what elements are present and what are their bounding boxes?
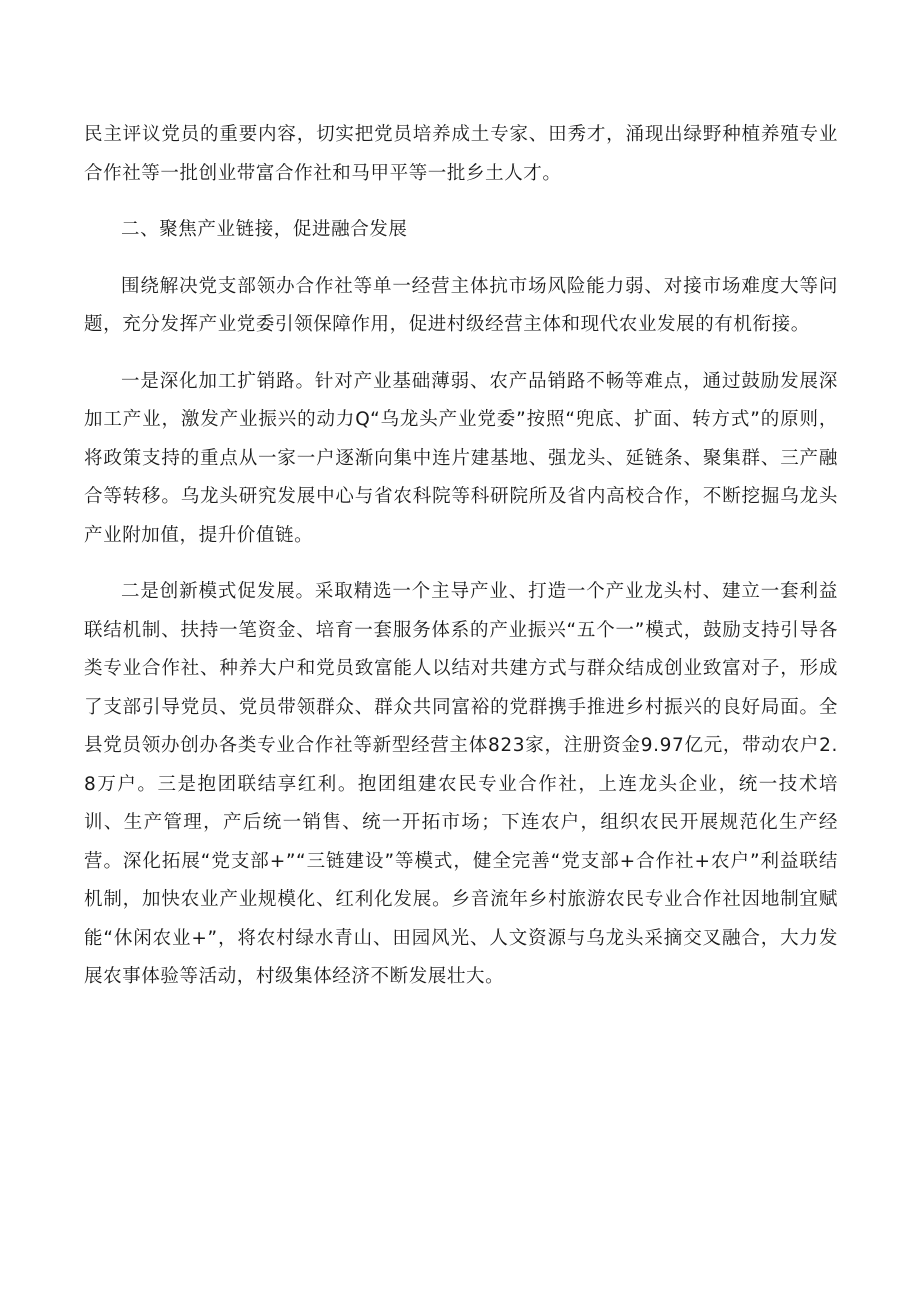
section-heading: 二、聚焦产业链接，促进融合发展 [121,219,408,240]
paragraph-intro: 围绕解决党支部领办合作社等单一经营主体抗市场风险能力弱、对接市场难度大等问题，充分发挥产业党委引领保障作用，促进村级经营主体和现代农业发展的有机衔接。 [84,275,838,335]
document-body [84,116,838,997]
paragraph-continuation: 民主评议党员的重要内容，切实把党员培养成土专家、田秀才，涌现出绿野种植养殖专业合作社等一批创业带富合作社和马甲平等一批乡土人才。 [84,124,838,184]
paragraph-model-innovation: 二是创新模式促发展。采取精选一个主导产业、打造一个产业龙头村、建立一套利益联结机制、扶持一笔资金、培育一套服务体系的产业振兴“五个一”模式，鼓励支持引导各类专业合作社、种养大户和党员致富能人以结对共建方式与群众结成创业致富对子，形成了支部引导党员、党员带领群众、群众共同富裕的党群携手推进乡村振兴的良好局面。全县党员领办创办各类专业合作社等新型经营主体823家，注册资金9.97亿元，带动农户2.8万户。三是抱团联结享红利。抱团组建农民专业合作社，上连龙头企业，统一技术培训、生产管理，产后统一销售、统一开拓市场；下连农户，组织农民开展规范化生产经营。深化拓展“党支部+”“三链建设”等模式，健全完善“党支部+合作社+农户”利益联结机制，加快农业产业规模化、红利化发展。乡音流年乡村旅游农民专业合作社因地制宜赋能“休闲农业+”，将农村绿水青山、田园风光、人文资源与乌龙头采摘交叉融合，大力发展农事体验等活动，村级集体经济不断发展壮大。 [84,581,838,987]
paragraph-processing: 一是深化加工扩销路。针对产业基础薄弱、农产品销路不畅等难点，通过鼓励发展深加工产业，激发产业振兴的动力Q“乌龙头产业党委”按照“兜底、扩面、转方式”的原则，将政策支持的重点从一家一户逐渐向集中连片建基地、强龙头、延链条、聚集群、三产融合等转移。乌龙头研究发展中心与省农科院等科研院所及省内高校合作，不断挖掘乌龙头产业附加值，提升价值链。 [84,370,838,546]
